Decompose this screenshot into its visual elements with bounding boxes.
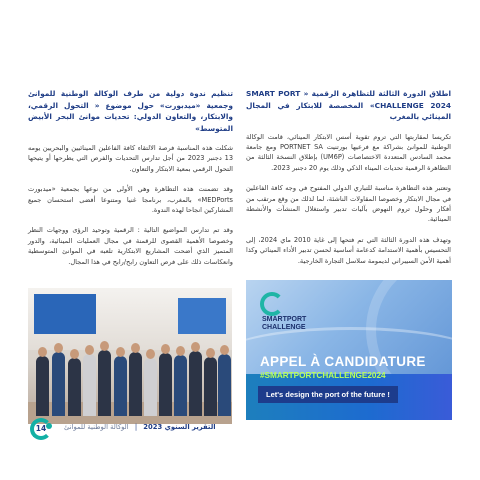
banner-hashtag: #SMARTPORTCHALLENGE2024	[260, 371, 386, 380]
banner-cta: Let's design the port of the future !	[258, 386, 398, 403]
smartport-banner	[246, 280, 452, 420]
medports-heading: تنظيم ندوة دولية من طرف الوكالة الوطنية للموانئ وجمعية «ميدبورت» حول موضوع « التحول الرقمي، والابتكار، والتعاون الدولي: تحديات موانئ البحر الأبيض المتوسط»	[28, 89, 233, 133]
banner-title: APPEL À CANDIDATURE	[260, 354, 426, 369]
footer-separator: |	[134, 423, 138, 431]
photo-person	[114, 356, 127, 416]
footer-agency-name: الوكالة الوطنية للموانئ	[64, 423, 129, 431]
smartport-logo-text	[262, 316, 306, 332]
photo-person	[174, 355, 187, 416]
medports-paragraph-1: شكلت هذه المناسبة فرصة الالتقاء كافة الفاعلين المينائيين والبحريين يومه 13 دجنبر 2023 من أجل تدارس التحديات والفرص التي يطرحها أو يتيحها التحول الرقمي بمعية الابتكار والتعاون.	[28, 144, 234, 173]
photo-person	[204, 357, 217, 416]
photo-screen-right	[178, 298, 226, 334]
footer-caption	[64, 423, 216, 431]
smartport-heading: اطلاق الدورة الثالثة للتظاهرة الرقمية « SMART PORT CHALLENGE 2024» المخصصة للابتكار في المجال المينائي بالمغرب	[246, 89, 451, 121]
photo-person	[159, 353, 172, 416]
medports-paragraph-3: وقد تم تدارس المواضيع التالية : الرقمية وتوحيد الرؤى ووجهات النظر وخصوصا الأهمية القصوى للرقمنة في مجال العمليات المينائية، والدور المتميز الذي أضحت المشاريع الابتكارية تلعبه في الموانئ المتوسطية وانعكاسات ذلك على فرص التعاون رابح/رابح في هذا المجال.	[28, 226, 233, 266]
photo-screen-left	[34, 294, 96, 334]
conference-group-photo	[28, 288, 232, 424]
smartport-logo-icon	[260, 292, 284, 316]
smartport-paragraph-1: تكريسا لمقاربتها التي تروم تقوية أسس الابتكار المينائي، قامت الوكالة الوطنية للموانئ بشراكة مع فرعيها بورتنيت PORTNET SA ومع جامعة محمد السادس المتعددة الاختصاصات (UM6P) بإطلاق النسخة الثالثة من التظاهرة الرقمية تحديات الميناء الذكي وذلك يوم 20 دجنبر 2023.	[246, 132, 451, 172]
photo-person	[129, 352, 142, 416]
photo-person	[218, 354, 231, 416]
smartport-paragraph-2: وتعتبر هذه التظاهرة مناسبة للتباري الدولي المفتوح في وجه كافة الفاعلين في مجال الابتكار وخصوصا المقاولات الناشئة، لما لذلك من وقع مرتقب من أفكار وحلول تروم النهوض بآليات تدبير واستغلال المنشآت والأنشطة المينائية.	[246, 184, 451, 224]
smartport-paragraph-3: وتهدف هذه الدورة الثالثة التي تم فتحها إلى غاية 2010 ماي 2024، إلى التحسيس بأهمية الاستدامة كدعامة أساسية لحسن تدبير الأداء المينائي وكذا أهمية الأمن السيبراني لديمومة سلاسل التجارة الخارجية.	[246, 235, 451, 265]
photo-person	[98, 350, 111, 416]
photo-person	[83, 354, 96, 416]
photo-person	[68, 358, 81, 416]
logo-line-1: SMARTPORT	[262, 316, 307, 323]
footer-report-title: التقرير السنوي 2023	[143, 423, 216, 431]
logo-line-2: CHALLENGE	[262, 324, 306, 331]
page-footer	[30, 418, 450, 442]
photo-person	[144, 358, 157, 416]
photo-person	[52, 352, 65, 416]
photo-person	[189, 351, 202, 416]
medports-paragraph-2: وقد تضمنت هذه التظاهرة وهي الأولى من نوعها بجمعية «ميدبورت MEDPorts» بالمغرب، برنامجا غنيا ومتنوعا أفضى استحسان جميع المشاركين انجاحا لهذه الندوة.	[28, 185, 233, 215]
article-smartport	[246, 88, 451, 276]
article-medports	[28, 88, 233, 277]
photo-person	[36, 356, 49, 416]
page-number: 14	[35, 424, 47, 433]
